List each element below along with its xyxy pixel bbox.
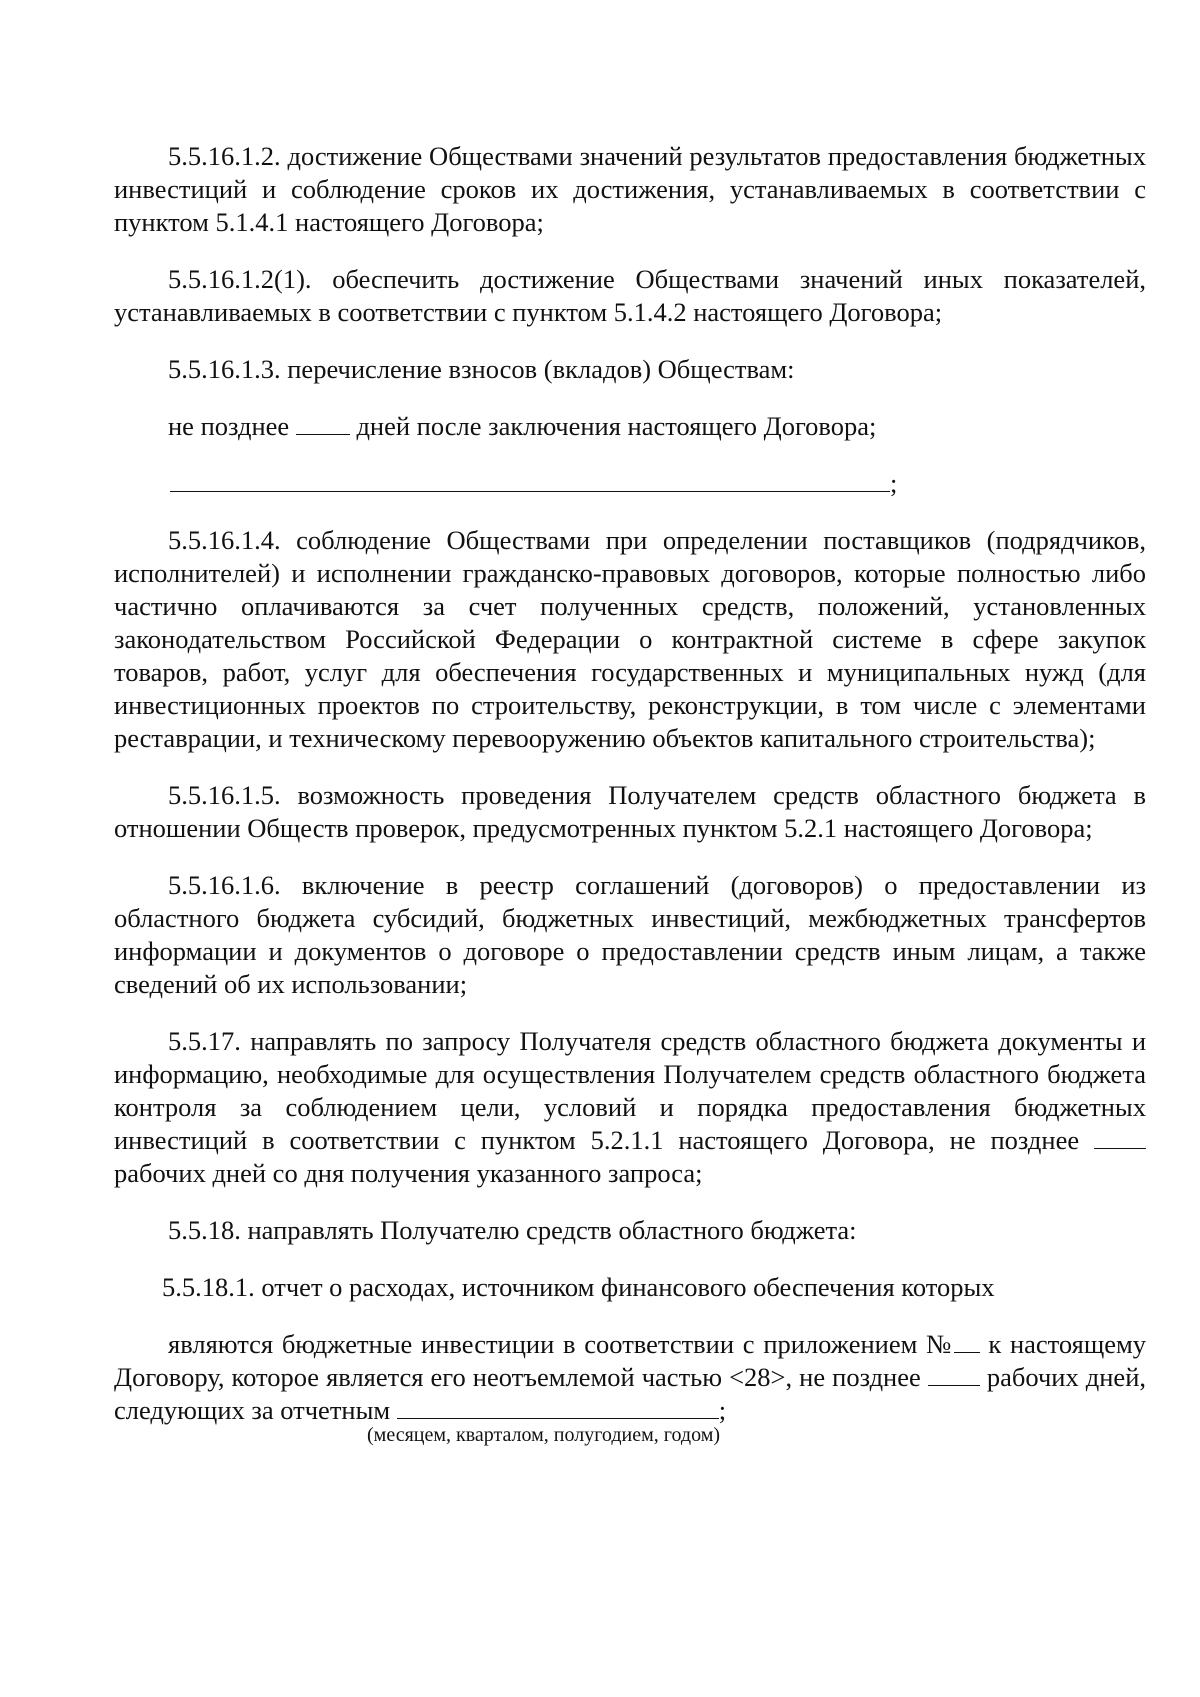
text-segment: к настоящему Договору, которое является его неотъемлемой частью <28>, не позднее (114, 1329, 1147, 1392)
paragraph-5-5-18-1: 5.5.18.1. отчет о расходах, источником финансового обеспечения которых (162, 1272, 995, 1302)
blank-report-days-field (928, 1363, 980, 1386)
paragraph-5-5-16-1-2-1: 5.5.16.1.2(1). обеспечить достижение Обществами значений иных показателей, устанавливаемых в соответствии с пунктом 5.1.4.2 настоящего Договора; (114, 264, 1146, 327)
paragraph-5-5-16-1-5: 5.5.16.1.5. возможность проведения Получателем средств областного бюджета в отношении Обществ проверок, предусмотренных пунктом 5.2.1 настоящего Договора; (114, 780, 1146, 843)
text-segment: рабочих дней, следующих за отчетным (114, 1362, 1146, 1425)
paragraph-5-5-16-1-3: 5.5.16.1.3. перечисление взносов (вкладов) Обществам: (168, 354, 795, 384)
reporting-period-caption: (месяцем, кварталом, полугодием, годом) (367, 1424, 721, 1446)
text-segment: не позднее (168, 411, 290, 441)
text-segment: рабочих дней со дня получения указанного запроса; (114, 1158, 703, 1188)
blank-working-days-field (1094, 1126, 1146, 1149)
report-paragraph-wrap (114, 1328, 1146, 1445)
blank-reporting-period-field (397, 1396, 719, 1419)
paragraph-5-5-16-1-4: 5.5.16.1.4. соблюдение Обществами при определении поставщиков (подрядчиков, исполнителей) и исполнении гражданско-правовых договоров, которые полностью либо частично оплачиваются за счет полученных средств, положений, установленных законодательством Российской Федерации о контрактной системе в сфере закупок товаров, работ, услуг для обеспечения государственных и муниципальных нужд (для инвестиционных проектов по строительству, реконструкции, в том числе с элементами реставрации, и техническому перевооружению объектов капитального строительства); (114, 525, 1146, 753)
paragraph-5-5-16-1-2: 5.5.16.1.2. достижение Обществами значений результатов предоставления бюджетных инвестиций и соблюдение сроков их достижения, устанавливаемых в соответствии с пунктом 5.1.4.1 настоящего Договора; (114, 141, 1146, 237)
text-segment: ; (718, 1395, 727, 1425)
paragraph-5-5-16-1-6: 5.5.16.1.6. включение в реестр соглашений (договоров) о предоставлении из областного бюджета субсидий, бюджетных инвестиций, межбюджетных трансфертов информации и документов о договоре о предоставлении средств иным лицам, а также сведений об их использовании; (114, 870, 1146, 999)
blank-line (170, 469, 890, 492)
blank-appendix-number (954, 1330, 980, 1353)
text-segment: ; (890, 468, 898, 498)
blank-line-paragraph (114, 467, 1146, 500)
text-segment: являются бюджетные инвестиции в соответствии с приложением № (168, 1329, 954, 1359)
text-segment: 5.5.17. направлять по запросу Получателя средств областного бюджета документы и информацию, необходимые для осуществления Получателем средств областного бюджета контроля за соблюдением цели, условий и порядка предоставления бюджетных инвестиций в соответствии с пунктом 5.2.1.1 настоящего Договора, не позднее (114, 1026, 1146, 1155)
blank-days-field (296, 412, 350, 435)
paragraph-report-deadline (114, 1328, 1146, 1427)
document-page (114, 140, 1146, 1445)
paragraph-transfer-deadline (114, 410, 1146, 443)
text-segment: дней после заключения настоящего Договора; (356, 411, 877, 441)
paragraph-5-5-17 (114, 1025, 1146, 1190)
paragraph-5-5-18: 5.5.18. направлять Получателю средств областного бюджета: (168, 1215, 857, 1245)
